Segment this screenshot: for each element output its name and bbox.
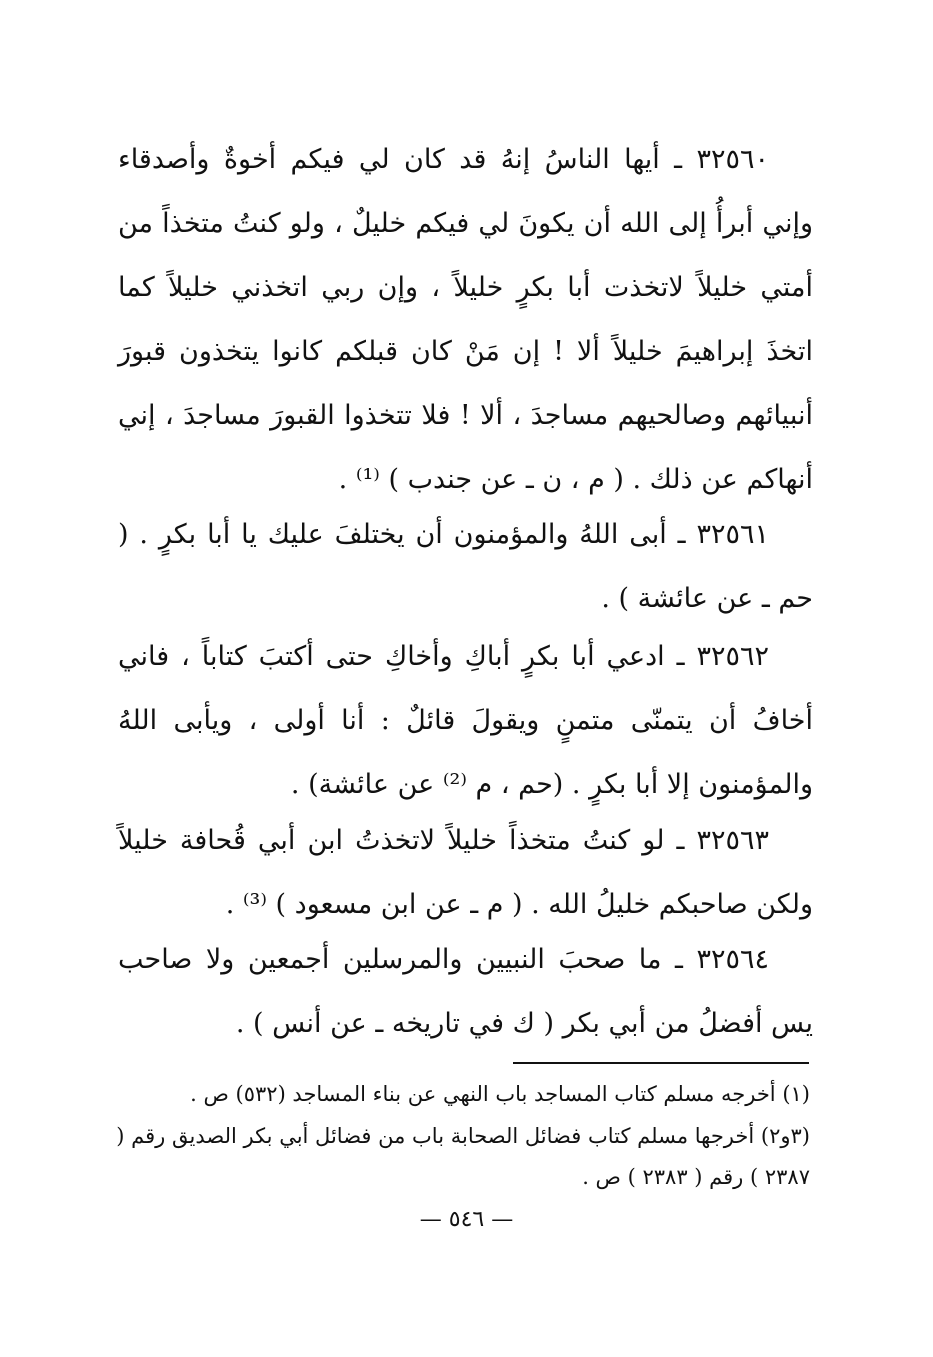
- footnote-2-3: (٣و٢) أخرجها مسلم كتاب فضائل الصحابة باب من فضائل أبي بكر الصديق رقم ( ٢٣٨٧ ) رقم ( ٢٣٨٣ ) ص .: [116, 1124, 810, 1189]
- footnote-1: (١) أخرجه مسلم كتاب المساجد باب النهي عن بناء المساجد (٥٣٢) ص .: [190, 1082, 810, 1106]
- hadith-32564: ٣٢٥٦٤ ـ ما صحبَ النبيين والمرسلين أجمعين ولا صاحب يس أفضلُ من أبي بكر ( ك في تاريخه ـ عن أنس ) .: [118, 944, 813, 1039]
- hadith-32562: ٣٢٥٦٢ ـ ادعي أبا بكرٍ أباكِ وأخاكِ حتى أكتبَ كتاباً ، فاني أخافُ أن يتمنّى متمنٍ ويقولَ قائلٌ : أنا أولى ، ويأبى اللهُ والمؤمنون إلا أبا بكرٍ . (حم ، م ⁽²⁾ عن عائشة) .: [118, 641, 813, 800]
- page-number: — ٥٤٦ —: [419, 1207, 514, 1232]
- hadith-32563: ٣٢٥٦٣ ـ لو كنتُ متخذاً خليلاً لاتخذتُ ابن أبي قُحافة خليلاً ولكن صاحبكم خليلُ الله . ( م ـ عن ابن مسعود ) ⁽³⁾ .: [118, 825, 813, 920]
- hadith-32561: ٣٢٥٦١ ـ أبى اللهُ والمؤمنون أن يختلفَ عليك يا أبا بكرٍ . ( حم ـ عن عائشة ) .: [118, 519, 813, 614]
- hadith-32560: ٣٢٥٦٠ ـ أيها الناسُ إنهُ قد كان لي فيكم أخوةٌ وأصدقاء وإني أبرأُ إلى الله أن يكونَ لي فيكم خليلٌ ، ولو كنتُ متخذاً من أمتي خليلاً لاتخذت أبا بكرٍ خليلاً ، وإن ربي اتخذني خليلاً كما اتخذَ إبراهيمَ خليلاً ألا ! إن مَنْ كان قبلكم كانوا يتخذون قبورَ أنبيائهم وصالحيهم مساجدَ ، ألا ! فلا تتخذوا القبورَ مساجدَ ، إني أنهاكم عن ذلك . ( م ، ن ـ عن جندب ) ⁽¹⁾ .: [118, 144, 813, 495]
- footnote-divider: [513, 1062, 809, 1064]
